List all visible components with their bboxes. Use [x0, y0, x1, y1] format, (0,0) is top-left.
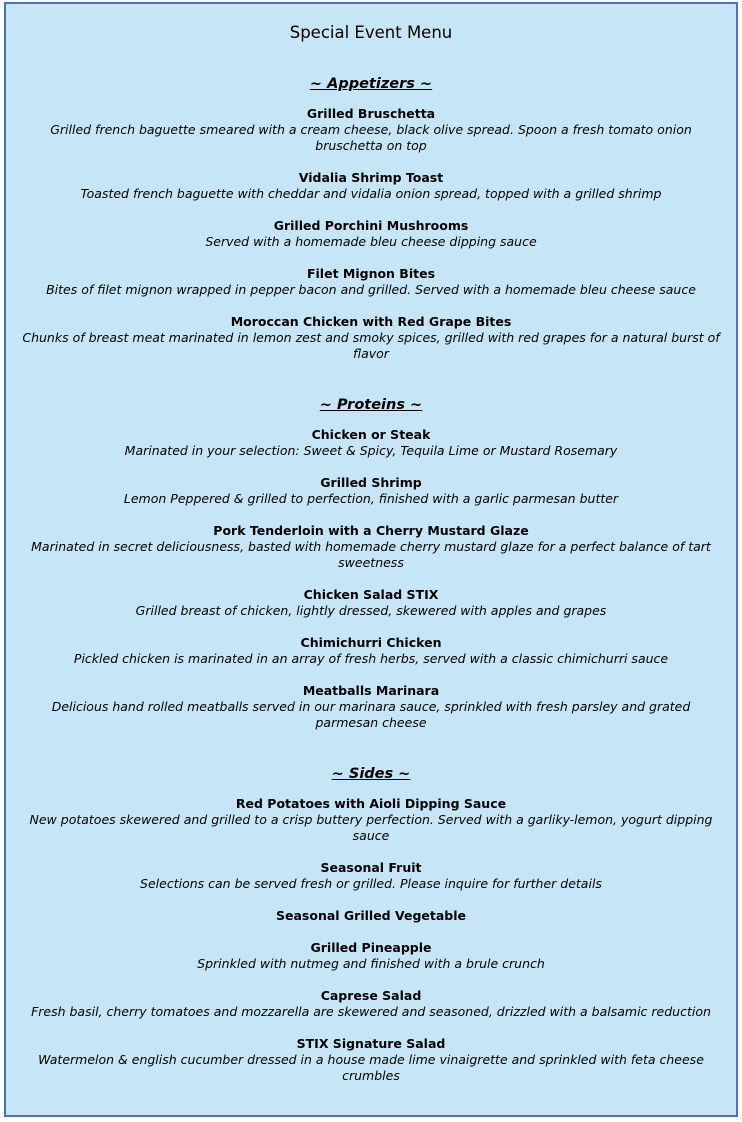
item-description: Marinated in your selection: Sweet & Spicy, Tequila Lime or Mustard Rosemary [124, 443, 618, 458]
item-name: Seasonal Fruit [320, 860, 422, 875]
menu-item [20, 314, 722, 362]
item-name: Vidalia Shrimp Toast [298, 170, 444, 185]
menu-item [20, 218, 722, 250]
section-heading: ~ Sides ~ [331, 766, 411, 782]
item-name: Filet Mignon Bites [306, 266, 436, 281]
item-name: Chicken Salad STIX [303, 587, 439, 602]
menu-item [20, 427, 722, 459]
item-name: Grilled Porchini Mushrooms [273, 218, 469, 233]
section-heading: ~ Appetizers ~ [309, 76, 433, 92]
item-description: New potatoes skewered and grilled to a crisp buttery perfection. Served with a garliky-lemon, yogurt dipping sauce [29, 812, 713, 843]
item-description: Chunks of breast meat marinated in lemon zest and smoky spices, grilled with red grapes for a natural burst of flavor [22, 330, 720, 361]
item-name: Pork Tenderloin with a Cherry Mustard Glaze [213, 523, 529, 538]
item-description: Watermelon & english cucumber dressed in a house made lime vinaigrette and sprinkled with feta cheese crumbles [38, 1052, 704, 1083]
section-heading: ~ Proteins ~ [319, 397, 423, 413]
menu-item [20, 635, 722, 667]
item-name: Seasonal Grilled Vegetable [276, 908, 466, 923]
item-description: Served with a homemade bleu cheese dipping sauce [205, 234, 537, 249]
item-name: Grilled Bruschetta [306, 106, 436, 121]
menu-item [20, 796, 722, 844]
page-title: Special Event Menu [289, 23, 453, 42]
item-name: Chicken or Steak [311, 427, 431, 442]
menu-item [20, 860, 722, 892]
menu-content [20, 74, 722, 1117]
section-sides [20, 764, 722, 1084]
menu-item [20, 683, 722, 731]
item-description: Marinated in secret deliciousness, basted with homemade cherry mustard glaze for a perfect balance of tart sweetness [31, 539, 711, 570]
menu-item [20, 940, 722, 972]
menu-item [20, 1036, 722, 1084]
item-name: Chimichurri Chicken [300, 635, 442, 650]
item-description: Sprinkled with nutmeg and finished with a brule crunch [197, 956, 545, 971]
item-name: Grilled Shrimp [320, 475, 422, 490]
menu-item [20, 523, 722, 571]
item-name: Meatballs Marinara [302, 683, 440, 698]
menu-item [20, 908, 722, 924]
menu-item [20, 587, 722, 619]
item-description: Selections can be served fresh or grilled. Please inquire for further details [140, 876, 602, 891]
menu-item [20, 988, 722, 1020]
menu-card [4, 2, 738, 1117]
menu-item [20, 266, 722, 298]
item-description: Grilled breast of chicken, lightly dressed, skewered with apples and grapes [135, 603, 607, 618]
item-description: Pickled chicken is marinated in an array of fresh herbs, served with a classic chimichurri sauce [73, 651, 669, 666]
menu-item [20, 106, 722, 154]
item-name: Red Potatoes with Aioli Dipping Sauce [235, 796, 507, 811]
item-name: Grilled Pineapple [310, 940, 432, 955]
item-description: Delicious hand rolled meatballs served in our marinara sauce, sprinkled with fresh parsley and grated parmesan cheese [51, 699, 691, 730]
item-name: Caprese Salad [320, 988, 422, 1003]
section-proteins [20, 395, 722, 731]
menu-item [20, 170, 722, 202]
item-name: STIX Signature Salad [296, 1036, 446, 1051]
item-description: Bites of filet mignon wrapped in pepper bacon and grilled. Served with a homemade bleu cheese sauce [46, 282, 696, 297]
item-name: Moroccan Chicken with Red Grape Bites [230, 314, 512, 329]
item-description: Toasted french baguette with cheddar and vidalia onion spread, topped with a grilled shrimp [80, 186, 662, 201]
item-description: Lemon Peppered & grilled to perfection, finished with a garlic parmesan butter [123, 491, 619, 506]
menu-item [20, 475, 722, 507]
item-description: Fresh basil, cherry tomatoes and mozzarella are skewered and seasoned, drizzled with a balsamic reduction [31, 1004, 711, 1019]
item-description: Grilled french baguette smeared with a cream cheese, black olive spread. Spoon a fresh tomato onion bruschetta on top [50, 122, 692, 153]
section-appetizers [20, 74, 722, 362]
